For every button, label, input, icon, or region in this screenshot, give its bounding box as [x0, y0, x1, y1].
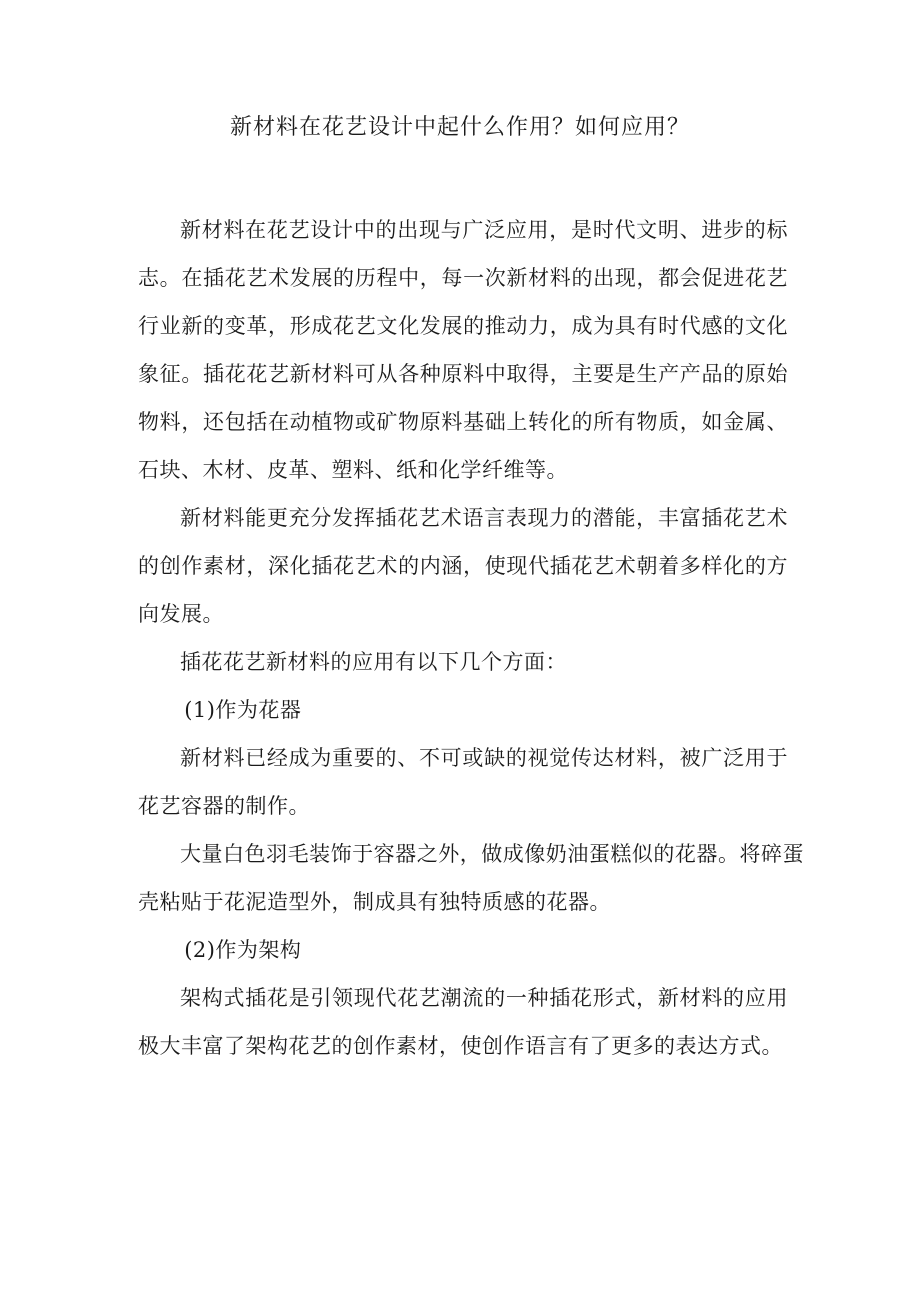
document-body: [138, 206, 804, 1070]
paragraph-vessel-examples: 大量白色羽毛装饰于容器之外，做成像奶油蛋糕似的花器。将碎蛋壳粘贴于花泥造型外，制成具有独特质感的花器。: [138, 842, 804, 914]
paragraph-new-materials-potential: 新材料能更充分发挥插花艺术语言表现力的潜能，丰富插花艺术的创作素材，深化插花艺术的内涵，使现代插花艺术朝着多样化的方向发展。: [138, 506, 788, 626]
section-heading-as-framework: (2)作为架构: [184, 938, 302, 962]
paragraph-vessel-usage: 新材料已经成为重要的、不可或缺的视觉传达材料，被广泛用于花艺容器的制作。: [138, 746, 788, 818]
paragraph-new-materials-intro: 新材料在花艺设计中的出现与广泛应用，是时代文明、进步的标志。在插花艺术发展的历程中，每一次新材料的出现，都会促进花艺行业新的变革，形成花艺文化发展的推动力，成为具有时代感的文化象征。插花花艺新材料可从各种原料中取得，主要是生产产品的原始物料，还包括在动植物或矿物原料基础上转化的所有物质，如金属、石块、木材、皮革、塑料、纸和化学纤维等。: [138, 218, 788, 482]
document-title: 新材料在花艺设计中起什么作用？如何应用？: [229, 115, 690, 140]
paragraph-framework-usage: 架构式插花是引领现代花艺潮流的一种插花形式，新材料的应用极大丰富了架构花艺的创作素材，使创作语言有了更多的表达方式。: [138, 986, 788, 1058]
paragraph-applications-lead: 插花花艺新材料的应用有以下几个方面：: [180, 650, 567, 674]
section-heading-as-vessel: (1)作为花器: [184, 698, 302, 722]
